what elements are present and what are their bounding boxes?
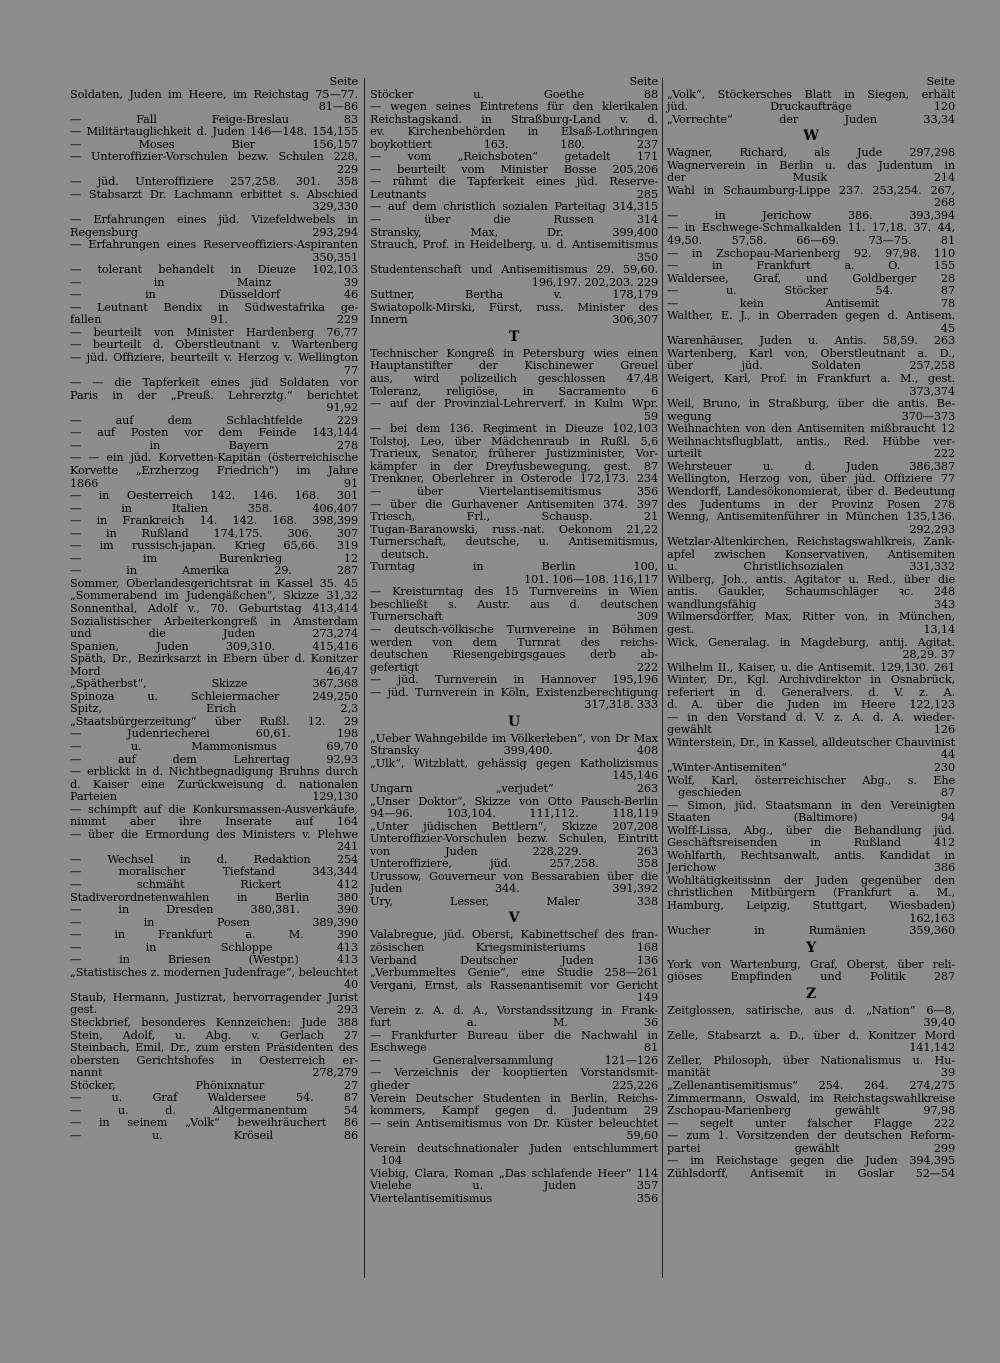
index-entry: Trenkner, Oberlehrer in Osterode 172,173. 234 bbox=[370, 472, 658, 486]
index-entry: — in Dresden 380,381. 390 bbox=[70, 903, 358, 917]
index-entry: beschließt s. Austr. aus d. deutschen bbox=[370, 597, 658, 611]
page-ref-continuation: 292,293 bbox=[909, 522, 955, 536]
page-ref-continuation: 59,60 bbox=[626, 1129, 658, 1143]
index-entry: „Verbummeltes Genie“, eine Studie 258—261 bbox=[370, 966, 658, 980]
index-entry: furt a. M. 36 bbox=[370, 1016, 658, 1030]
index-entry: kommers, Kampf gegen d. Judentum 29 bbox=[370, 1104, 658, 1118]
index-entry: — in den Vorstand d. V. z. A. d. A. wieder- bbox=[667, 710, 955, 724]
index-entry: — über die Russen 314 bbox=[370, 213, 658, 227]
page-ref-continuation: 373,374 bbox=[909, 384, 955, 398]
index-entry: — rühmt die Tapferkeit eines jüd. Reserve- bbox=[370, 175, 658, 189]
index-entry: „Unser Doktor“, Skizze von Otto Pausch-Berlin bbox=[370, 794, 658, 808]
index-entry: Waldersee, Graf, und Goldberger 28 bbox=[667, 271, 955, 285]
index-entry: Walther, E. J., in Oberraden gegen d. Antisem. bbox=[667, 309, 955, 323]
index-entry: — in Frankfurt a. O. 155 bbox=[667, 259, 955, 273]
index-entry: — auf dem Lehrertag 92,93 bbox=[70, 752, 358, 766]
index-entry: wegung 370—373 bbox=[667, 409, 955, 423]
index-entry: giöses Empfinden und Politik 287 bbox=[667, 970, 955, 984]
index-entry: Steinbach, Emil, Dr., zum ersten Präsidenten des bbox=[70, 1041, 358, 1055]
index-entry: — — die Tapferkeit eines jüd Soldaten vor bbox=[70, 376, 358, 390]
page-ref-continuation: 59 bbox=[643, 409, 658, 423]
index-entry: „Vorrechte“ der Juden 33,34 bbox=[667, 112, 955, 126]
index-entry: — tolerant behandelt in Dieuze 102,103 bbox=[70, 263, 358, 277]
index-entry: — zum 1. Vorsitzenden der deutschen Reform- bbox=[667, 1129, 955, 1143]
index-entry: — auf Posten vor dem Feinde 143,144 bbox=[70, 426, 358, 440]
index-entry: — wegen seines Eintretens für den klerikalen bbox=[370, 100, 658, 114]
index-entry: — schimpft auf die Konkursmassen-Ausverkäufe, bbox=[70, 802, 358, 816]
index-entry: Jerichow 386 bbox=[667, 861, 955, 875]
index-entry: Spanien, Juden 309,310. 415,416 bbox=[70, 639, 358, 653]
index-entry: urteilt 222 bbox=[667, 447, 955, 461]
index-entry: „Volk“, Stöckersches Blatt in Siegen, erhält bbox=[667, 87, 955, 101]
index-entry: — in Amerika 29. 287 bbox=[70, 564, 358, 578]
index-entry: Viebig, Clara, Roman „Das schlafende Heer“ 114 bbox=[370, 1166, 658, 1180]
index-entry: Stöcker, Phönixnatur 27 bbox=[70, 1078, 358, 1092]
index-entry: Spinoza u. Schleiermacher 249,250 bbox=[70, 689, 358, 703]
page-ref-continuation: 81—86 bbox=[318, 100, 358, 114]
index-entry: — über Viertelantisemitismus 356 bbox=[370, 484, 658, 498]
page-column-header: Seite bbox=[329, 75, 358, 88]
index-entry: — Unteroffizier-Vorschulen bezw. Schulen 228, bbox=[70, 150, 358, 164]
index-entry: christlichen Mitbürgern (Frankfurt a. M., bbox=[667, 886, 955, 900]
index-entry: — deutsch-völkische Turnvereine in Böhmen bbox=[370, 622, 658, 636]
index-entry: — auf dem Schlachtfelde 229 bbox=[70, 413, 358, 427]
index-entry: — auf dem christlich sozialen Parteitag 314,315 bbox=[370, 200, 658, 214]
index-entry: Wartenberg, Karl von, Oberstleutnant a. D., bbox=[667, 346, 955, 360]
index-entry: — erblickt in d. Nichtbegnadigung Bruhns durch bbox=[70, 765, 358, 779]
page-ref-continuation: 39,40 bbox=[923, 1016, 955, 1030]
page-ref-continuation: 145,146 bbox=[612, 769, 658, 783]
index-entry: — u. Mammonismus 69,70 bbox=[70, 739, 358, 753]
index-entry: — Wechsel in d. Redaktion 254 bbox=[70, 852, 358, 866]
index-entry: deutschen Riesengebirgsgaues derb ab- bbox=[370, 648, 658, 662]
index-entry: Vielehe u. Juden 357 bbox=[370, 1179, 658, 1193]
index-entry: d. Kaiser eine Zurückweisung d. nationalen bbox=[70, 777, 358, 791]
index-entry: Geschäftsreisenden in Rußland 412 bbox=[667, 836, 955, 850]
index-entry: Zühlsdorff, Antisemit in Goslar 52—54 bbox=[667, 1166, 955, 1180]
index-entry: — in Rußland 174,175. 306. 307 bbox=[70, 526, 358, 540]
index-entry: aus, wird polizeilich geschlossen 47,48 bbox=[370, 372, 658, 386]
index-entry: boykottiert 163. 180. 237 bbox=[370, 137, 658, 151]
index-entry: kämpfer in der Dreyfusbewegung, gest. 87 bbox=[370, 459, 658, 473]
index-entry: Leutnants 285 bbox=[370, 187, 658, 201]
index-entry: Weigert, Karl, Prof. in Frankfurt a. M., gest. bbox=[667, 372, 955, 386]
index-entry: Mord 46,47 bbox=[70, 664, 358, 678]
index-entry: — Judenriecherei 60,61. 198 bbox=[70, 727, 358, 741]
section-letter: V bbox=[508, 910, 520, 927]
index-entry: Toleranz, religiöse, in Sacramento 6 bbox=[370, 384, 658, 398]
index-entry: der Musik 214 bbox=[667, 171, 955, 185]
index-entry: — in Düsseldorf 46 bbox=[70, 288, 358, 302]
page-ref-continuation: 141,142 bbox=[909, 1041, 955, 1055]
section-letter: U bbox=[507, 713, 521, 730]
index-entry: werden von dem Turnrat des reichs- bbox=[370, 635, 658, 649]
index-entry: — beurteilt vom Minister Bosse 205,206 bbox=[370, 162, 658, 176]
index-entry: Sonnenthal, Adolf v., 70. Geburtstag 413,414 bbox=[70, 601, 358, 615]
page-column-header: Seite bbox=[926, 75, 955, 88]
index-entry: Wehrsteuer u. d. Juden 386,387 bbox=[667, 459, 955, 473]
index-entry: — jüd. Turnverein in Köln, Existenzberechtigung bbox=[370, 685, 658, 699]
index-entry: manität 39 bbox=[667, 1066, 955, 1080]
index-entry: Zeller, Philosoph, über Nationalismus u. Hu- bbox=[667, 1053, 955, 1067]
index-entry: — im Reichstage gegen die Juden 394,395 bbox=[667, 1154, 955, 1168]
index-entry: — u. Stöcker 54. 87 bbox=[667, 284, 955, 298]
index-entry: Wolf, Karl, österreichischer Abg., s. Ehe geschieden 87 bbox=[667, 773, 955, 800]
column-rule bbox=[662, 78, 663, 1278]
index-entry: — sein Antisemitismus von Dr. Küster beleuchtet bbox=[370, 1116, 658, 1130]
index-entry: Unteroffizier-Vorschulen bezw. Schulen, Eintritt bbox=[370, 832, 658, 846]
index-entry: antis. Gaukler, Schaumschläger ꝛc. 248 bbox=[667, 585, 955, 599]
index-entry: Wellington, Herzog von, über jüd. Offiziere 77 bbox=[667, 472, 955, 486]
index-entry: gewählt 126 bbox=[667, 723, 955, 737]
index-entry: Wagner, Richard, als Jude 297,298 bbox=[667, 146, 955, 160]
index-entry: — u. Kröseil 86 bbox=[70, 1128, 358, 1142]
index-entry: Viertelantisemitismus 356 bbox=[370, 1191, 658, 1205]
index-entry: Weihnachten von den Antisemiten mißbraucht 12 bbox=[667, 422, 955, 436]
index-entry: nannt 278,279 bbox=[70, 1066, 358, 1080]
index-entry: Juden 344. 391,392 bbox=[370, 882, 658, 896]
index-entry: Ungarn „verjudet“ 263 bbox=[370, 781, 658, 795]
index-entry: Winterstein, Dr., in Kassel, alldeutscher Chauvinist bbox=[667, 735, 955, 749]
index-entry: gest. 13,14 bbox=[667, 622, 955, 636]
index-entry: Sommer, Oberlandesgerichtsrat in Kassel 35. 45 bbox=[70, 576, 358, 590]
index-entry: Wohltätigkeitssinn der Juden gegenüber den bbox=[667, 873, 955, 887]
index-entry: Parteien 129,130 bbox=[70, 790, 358, 804]
index-entry: Wetzlar-Altenkirchen, Reichstagswahlkreis, Zank- bbox=[667, 535, 955, 549]
index-entry: Ury, Lesser, Maler 338 bbox=[370, 894, 658, 908]
page-ref-continuation: 350,351 bbox=[312, 250, 358, 264]
index-entry: — Kreisturntag des 15 Turnvereins in Wien bbox=[370, 585, 658, 599]
index-entry: — in seinem „Volk“ beweihräuchert 86 bbox=[70, 1116, 358, 1130]
index-entry: — in Posen 389,390 bbox=[70, 915, 358, 929]
index-entry: Hamburg, Leipzig, Stuttgart, Wiesbaden) bbox=[667, 899, 955, 912]
index-entry: Spitz, Erich 2,3 bbox=[70, 702, 358, 716]
index-entry: Verein deutschnationaler Juden entschlummert 104 bbox=[370, 1141, 658, 1168]
index-entry: — segelt unter falscher Flagge 222 bbox=[667, 1116, 955, 1130]
index-entry: — beurteilt von Minister Hardenberg 76,77 bbox=[70, 325, 358, 339]
page-ref-continuation: 40 bbox=[343, 978, 358, 992]
index-entry: — Generalversammlung 121—126 bbox=[370, 1053, 658, 1067]
index-entry: — — ein jüd. Korvetten-Kapitän (österreichische bbox=[70, 451, 358, 465]
index-entry: „Ulk“, Witzblatt, gehässig gegen Katholizismus bbox=[370, 756, 658, 770]
index-entry: — in Italien 358. 406,407 bbox=[70, 501, 358, 515]
index-entry: — in Bayern 278 bbox=[70, 438, 358, 452]
index-entry: Regensburg 293,294 bbox=[70, 225, 358, 239]
index-entry: Turntag in Berlin 100, bbox=[370, 560, 658, 574]
index-entry: Innern 306,307 bbox=[370, 313, 658, 327]
index-entry: fallen 91. 229 bbox=[70, 313, 358, 327]
index-entry: — Verzeichnis der kooptierten Vorstandsmit- bbox=[370, 1066, 658, 1080]
index-entry: 94—96. 103,104. 111,112. 118,119 bbox=[370, 807, 658, 821]
index-entry: Stransky, Max, Dr. 399,400 bbox=[370, 225, 658, 239]
index-entry: — schmäht Rickert 412 bbox=[70, 878, 358, 891]
index-entry: Verband Deutscher Juden 136 bbox=[370, 953, 658, 967]
index-entry: Turnerschaft 309 bbox=[370, 610, 658, 624]
index-entry: — Frankfurter Bureau über die Nachwahl in bbox=[370, 1028, 658, 1042]
index-entry: Wolff-Lissa, Abg., über die Behandlung jüd. bbox=[667, 823, 955, 837]
page-ref-continuation: 329,330 bbox=[312, 200, 358, 214]
index-entry: — in Oesterreich 142. 146. 168. 301 bbox=[70, 489, 358, 503]
index-column-2 bbox=[370, 76, 658, 1205]
index-entry: Zschopau-Marienberg gewählt 97,98 bbox=[667, 1104, 955, 1118]
index-entry: ev. Kirchenbehörden in Elsaß-Lothringen bbox=[370, 125, 658, 139]
index-entry: von Juden 228,229. 263 bbox=[370, 844, 658, 858]
index-entry: partei gewählt 299 bbox=[667, 1141, 955, 1155]
page-ref-continuation: 101. 106—108. 116,117 bbox=[524, 572, 658, 586]
index-entry: Tolstoj, Leo, über Mädchenraub in Rußl. 5,6 bbox=[370, 434, 658, 448]
index-entry: „Ueber Wahngebilde im Völkerleben“, von Dr Max bbox=[370, 731, 658, 745]
index-entry: Sozialistischer Arbeiterkongreß in Amsterdam bbox=[70, 614, 358, 628]
index-entry: Verein Deutscher Studenten in Berlin, Reichs- bbox=[370, 1091, 658, 1105]
page-ref-continuation: 162,163 bbox=[909, 911, 955, 925]
index-entry: — Leutnant Bendix in Südwestafrika ge- bbox=[70, 300, 358, 314]
index-entry: gefertigt 222 bbox=[370, 660, 658, 674]
index-entry: — in Zschopau-Marienberg 92. 97,98. 110 bbox=[667, 246, 955, 260]
section-letter: T bbox=[508, 328, 520, 345]
index-entry: Vergani, Ernst, als Rassenantisemit vor Gericht bbox=[370, 978, 658, 992]
column-rule bbox=[364, 78, 365, 1278]
index-entry: — über die Gurhavener Antisemiten 374. 397 bbox=[370, 497, 658, 511]
index-entry: glieder 225,226 bbox=[370, 1079, 658, 1093]
index-entry: York von Wartenburg, Graf, Oberst, über reli- bbox=[667, 957, 955, 971]
index-entry: „Staatsbürgerzeitung“ über Rußl. 12. 29 bbox=[70, 714, 358, 728]
index-entry: über jüd. Soldaten 257,258 bbox=[667, 359, 955, 373]
index-entry: Reichstagskand. in Straßburg-Land v. d. bbox=[370, 112, 658, 126]
index-entry: Wucher in Rumänien 359,360 bbox=[667, 924, 955, 938]
index-entry: u. Christlichsozialen 331,332 bbox=[667, 560, 955, 574]
index-entry: Stein, Adolf, u. Abg. v. Gerlach 27 bbox=[70, 1028, 358, 1042]
index-entry: „Winter-Antisemiten“ 230 bbox=[667, 760, 955, 774]
index-entry: „Zellenantisemitismus“ 254. 264. 274,275 bbox=[667, 1079, 955, 1093]
index-entry: nimmt aber ihre Inserate auf 164 bbox=[70, 815, 358, 829]
index-entry: — in Mainz 39 bbox=[70, 275, 358, 289]
index-entry: — moralischer Tiefstand 343,344 bbox=[70, 865, 358, 879]
index-entry: — kein Antisemit 78 bbox=[667, 296, 955, 310]
index-entry: — u. d. Altgermanentum 54 bbox=[70, 1103, 358, 1117]
index-entry: Paris in der „Preuß. Lehrerztg.“ berichtet bbox=[70, 388, 358, 402]
index-entry: Trarieux, Senator, früherer Justizminister, Vor- bbox=[370, 447, 658, 461]
index-entry: Steckbrief, besonderes Kennzeichen: Jude 388 bbox=[70, 1016, 358, 1030]
index-entry: — Erfahrungen eines Reserveoffiziers-Aspiranten bbox=[70, 238, 358, 252]
index-column-3 bbox=[667, 76, 955, 1180]
index-entry: Wohlfarth, Rechtsanwalt, antis. Kandidat in bbox=[667, 848, 955, 862]
page-ref-continuation: 241 bbox=[336, 840, 358, 854]
index-entry: Wilberg, Joh., antis. Agitator u. Red., über die bbox=[667, 572, 955, 586]
page-ref-continuation: 317,318. 333 bbox=[584, 698, 658, 712]
page-ref-continuation: 196,197. 202,203. 229 bbox=[531, 275, 658, 289]
index-entry: — in Schloppe 413 bbox=[70, 940, 358, 954]
index-entry: Wagnerverein in Berlin u. das Judentum in bbox=[667, 158, 955, 172]
page-ref-continuation: 45 bbox=[940, 321, 955, 335]
index-entry: — in Frankfurt a. M. 390 bbox=[70, 928, 358, 942]
page-ref-continuation: 28,29. 37 bbox=[902, 648, 955, 662]
index-entry: d. A. über die Juden im Heere 122,123 bbox=[667, 698, 955, 712]
index-entry: Späth, Dr., Bezirksarzt in Ebern über d. Konitzer bbox=[70, 652, 358, 666]
index-entry: jüd. Druckaufträge 120 bbox=[667, 100, 955, 114]
page-ref-continuation: 350 bbox=[636, 250, 658, 264]
section-letter: Z bbox=[805, 985, 817, 1002]
index-entry: wandlungsfähig 343 bbox=[667, 597, 955, 611]
index-entry: Wick, Generalag. in Magdeburg, antij. Agitat. bbox=[667, 635, 955, 649]
index-entry: Warenhäuser, Juden u. Antis. 58,59. 263 bbox=[667, 334, 955, 348]
index-entry: Verein z. A. d. A., Vorstandssitzung in Frank- bbox=[370, 1003, 658, 1017]
index-entry: Valabregue, jüd. Oberst, Kabinettschef des fran- bbox=[370, 928, 658, 942]
index-entry: — Stabsarzt Dr. Lachmann erbittet s. Abschied bbox=[70, 187, 358, 201]
index-entry: Zelle, Stabsarzt a. D., über d. Konitzer Mord bbox=[667, 1028, 955, 1042]
index-entry: — in Briesen (Westpr.) 413 bbox=[70, 953, 358, 967]
index-entry: — Simon, jüd. Staatsmann in den Vereinigten bbox=[667, 798, 955, 812]
index-entry: Weihnachtsflugblatt, antis., Red. Hübbe ver- bbox=[667, 434, 955, 448]
page-ref-continuation: 149 bbox=[636, 991, 658, 1005]
index-entry: — u. Graf Waldersee 54. 87 bbox=[70, 1091, 358, 1105]
index-entry: Wenng, Antisemitenführer in München 135,136. bbox=[667, 510, 955, 524]
index-entry: Wendorff, Landesökonomierat, über d. Bedeutung bbox=[667, 484, 955, 498]
index-entry: und die Juden 273,274 bbox=[70, 627, 358, 641]
index-entry: „Statistisches z. modernen Judenfrage“, beleuchtet bbox=[70, 965, 358, 979]
index-entry: — Fall Feige-Breslau 83 bbox=[70, 112, 358, 126]
index-entry: Zimmermann, Oswald, im Reichstagswahlkreise bbox=[667, 1091, 955, 1105]
index-entry: zösischen Kriegsministeriums 168 bbox=[370, 941, 658, 954]
index-entry: Swiatopolk-Mirski, Fürst, russ. Minister des bbox=[370, 300, 658, 314]
index-entry: Studentenschaft und Antisemitismus 29. 59,60. bbox=[370, 263, 658, 277]
page-column-header: Seite bbox=[629, 75, 658, 88]
index-entry: Suttner, Bertha v. 178,179 bbox=[370, 288, 658, 302]
index-column-1 bbox=[70, 76, 358, 1142]
index-entry: Technischer Kongreß in Petersburg wies einen bbox=[370, 346, 658, 360]
index-entry: Triesch, Frl., Schausp. 21 bbox=[370, 510, 658, 524]
index-entry: obersten Gerichtshofes in Oesterreich er- bbox=[70, 1053, 358, 1067]
index-entry: — Militärtauglichkeit d. Juden 146—148. 154,155 bbox=[70, 125, 358, 139]
index-entry: referiert in d. Generalvers. d. V. z. A. bbox=[667, 685, 955, 699]
index-entry: Staaten (Baltimore) 94 bbox=[667, 811, 955, 825]
index-entry: „Spätherbst“, Skizze 367,368 bbox=[70, 677, 358, 691]
index-entry: Wilhelm II., Kaiser, u. die Antisemit. 129,130. 261 bbox=[667, 660, 955, 674]
page-ref-continuation: 77 bbox=[343, 363, 358, 377]
index-entry: Stöcker u. Goethe 88 bbox=[370, 87, 658, 101]
index-entry: „Unter jüdischen Bettlern“, Skizze 207,208 bbox=[370, 819, 658, 833]
index-entry: gest. 293 bbox=[70, 1003, 358, 1017]
index-entry: — jüd. Unteroffiziere 257,258. 301. 358 bbox=[70, 175, 358, 189]
index-entry: — in Jerichow 386. 393,394 bbox=[667, 208, 955, 222]
index-entry: — auf der Provinzial-Lehrerverf. in Kulm Wpr. bbox=[370, 397, 658, 411]
index-entry: Zeitglossen, satirische, aus d. „Nation“ 6—8, bbox=[667, 1003, 955, 1017]
section-letter: W bbox=[803, 128, 819, 145]
index-entry: des Judentums in der Provinz Posen 278 bbox=[667, 497, 955, 511]
index-entry: Hauptanstifter der Kischinewer Greuel bbox=[370, 359, 658, 373]
index-entry: — in Eschwege-Schmalkalden 11. 17,18. 37. 44, bbox=[667, 221, 955, 235]
index-entry: Unteroffiziere, jüd. 257,258. 358 bbox=[370, 857, 658, 871]
index-entry: — Moses Bier 156,157 bbox=[70, 137, 358, 151]
index-entry: — bei dem 136. Regiment in Dieuze 102,103 bbox=[370, 422, 658, 436]
index-entry: Strauch, Prof. in Heidelberg, u. d. Antisemitismus bbox=[370, 238, 658, 252]
index-entry: Weil, Bruno, in Straßburg, über die antis. Be- bbox=[667, 397, 955, 411]
index-entry: Wilmersdörffer, Max, Ritter von, in München, bbox=[667, 610, 955, 624]
index-entry: — beurteilt d. Oberstleutnant v. Wartenberg bbox=[70, 338, 358, 352]
index-entry: 49,50. 57,58. 66—69. 73—75. 81 bbox=[667, 234, 955, 248]
index-entry: — Erfahrungen eines jüd. Vizefeldwebels in bbox=[70, 213, 358, 227]
page-ref-continuation: 91,92 bbox=[326, 401, 358, 415]
page-ref-continuation: 44 bbox=[940, 748, 955, 762]
index-entry: Turnerschaft, deutsche, u. Antisemitismus, deutsch. bbox=[370, 535, 658, 561]
page-ref-continuation: 229 bbox=[336, 162, 358, 176]
index-entry: — jüd. Offiziere, beurteilt v. Herzog v. Wellington bbox=[70, 351, 358, 365]
index-entry: Wahl in Schaumburg-Lippe 237. 253,254. 267, bbox=[667, 183, 955, 197]
index-entry: — im Burenkrieg 12 bbox=[70, 551, 358, 565]
index-entry: — vom „Reichsboten“ getadelt 171 bbox=[370, 150, 658, 164]
index-entry: Stransky 399,400. 408 bbox=[370, 744, 658, 758]
section-letter: Y bbox=[806, 939, 816, 956]
index-entry: Soldaten, Juden im Heere, im Reichstag 75—77. bbox=[70, 87, 358, 101]
index-entry: Urussow, Gouverneur von Bessarabien über die bbox=[370, 869, 658, 883]
index-entry: — über die Ermordung des Ministers v. Plehwe bbox=[70, 827, 358, 841]
index-entry: — in Frankreich 14. 142. 168. 398,399 bbox=[70, 514, 358, 528]
index-entry: 1866 91 bbox=[70, 476, 358, 490]
index-entry: — jüd. Turnverein in Hannover 195,196 bbox=[370, 673, 658, 687]
index-entry: Winter, Dr., Kgl. Archivdirektor in Osnabrück, bbox=[667, 673, 955, 687]
page-ref-continuation: 268 bbox=[933, 196, 955, 210]
index-entry: Eschwege 81 bbox=[370, 1041, 658, 1055]
index-entry: „Sommerabend im Judengäßchen“, Skizze 31,32 bbox=[70, 589, 358, 603]
index-entry: apfel zwischen Konservativen, Antisemiten bbox=[667, 547, 955, 561]
index-entry: Tugan-Baranowski, russ.-nat. Oekonom 21,22 bbox=[370, 522, 658, 536]
index-entry: Korvette „Erzherzog Friedrich“) im Jahre bbox=[70, 463, 358, 477]
index-entry: — im russisch-japan. Krieg 65,66. 319 bbox=[70, 539, 358, 553]
index-entry: Staub, Hermann, Justizrat, hervorragender Jurist bbox=[70, 990, 358, 1004]
index-entry: Stadtverordnetenwahlen in Berlin 380 bbox=[70, 890, 358, 904]
